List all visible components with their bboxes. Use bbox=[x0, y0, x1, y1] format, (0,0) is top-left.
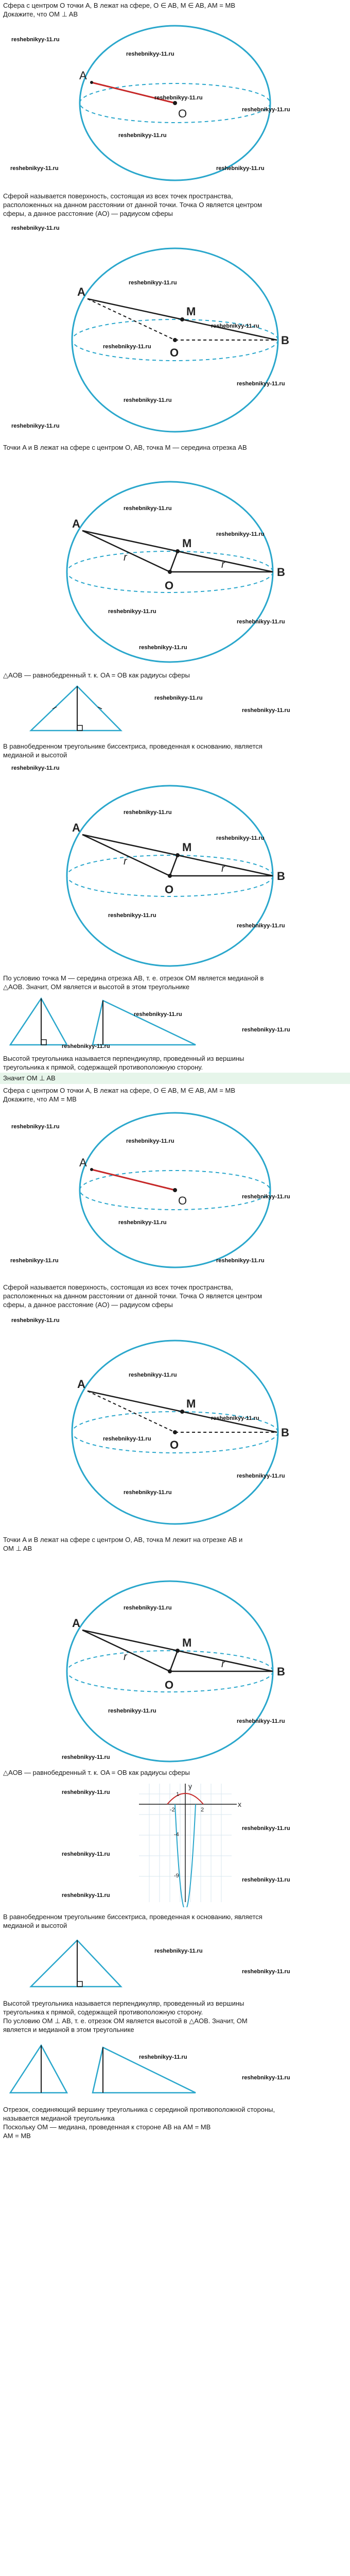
problem-1 bbox=[0, 0, 350, 19]
watermark: reshebnikyy-11.ru bbox=[211, 1415, 259, 1421]
watermark: reshebnikyy-11.ru bbox=[124, 505, 172, 512]
label-B: B bbox=[277, 1665, 285, 1678]
label-O: O bbox=[178, 1194, 187, 1207]
problem-2-prove: Докажите, что AM = MB bbox=[3, 1095, 77, 1103]
label-M: M bbox=[186, 305, 196, 318]
text-line: расположенных на данном расстоянии от данной точки. Точка O является центром bbox=[3, 1292, 262, 1300]
final-answer: AM = MB bbox=[3, 2132, 31, 2140]
label-M: M bbox=[186, 1397, 196, 1410]
height-definition bbox=[0, 1054, 350, 1072]
label-M: M bbox=[182, 841, 192, 854]
watermark: reshebnikyy-11.ru bbox=[216, 531, 265, 537]
triangle-obtuse bbox=[93, 1001, 196, 1045]
label-r: r bbox=[221, 559, 225, 570]
label-B: B bbox=[281, 1426, 289, 1439]
center-point-O bbox=[168, 874, 172, 878]
triangle-bisector-diagram bbox=[0, 681, 350, 738]
text-line: Высотой треугольника называется перпендикуляр, проведенный из вершины bbox=[3, 1999, 244, 2007]
sphere-diagram-6 bbox=[0, 1314, 350, 1530]
median-definition bbox=[0, 2105, 350, 2140]
problem-2 bbox=[0, 1086, 350, 1104]
center-point-O bbox=[173, 338, 177, 342]
watermark: reshebnikyy-11.ru bbox=[237, 1473, 285, 1479]
text-line: Высотой треугольника называется перпендикуляр, проведенный из вершины bbox=[3, 1055, 244, 1062]
watermark: reshebnikyy-11.ru bbox=[62, 1043, 110, 1049]
sphere-diagram-1 bbox=[0, 21, 350, 191]
watermark: reshebnikyy-11.ru bbox=[237, 619, 285, 625]
sphere-diagram-2 bbox=[0, 222, 350, 438]
isosceles-text-2 bbox=[0, 1768, 350, 1777]
center-point-O bbox=[168, 1669, 172, 1673]
watermark: reshebnikyy-11.ru bbox=[124, 809, 172, 816]
label-O: O bbox=[165, 1679, 174, 1691]
watermark: reshebnikyy-11.ru bbox=[134, 1011, 182, 1018]
triangle-acute bbox=[10, 998, 67, 1045]
problem-1-statement: Сфера с центром O точки A, B лежат на сфере, O ∈ AB, M ∈ AB, AM = MB bbox=[3, 2, 235, 9]
label-B: B bbox=[277, 870, 285, 883]
point-M bbox=[176, 549, 180, 553]
height-definition-2 bbox=[0, 1999, 350, 2034]
watermark: reshebnikyy-11.ru bbox=[103, 344, 151, 350]
points-on-sphere-2 bbox=[0, 1535, 350, 1553]
watermark: reshebnikyy-11.ru bbox=[11, 765, 60, 771]
watermark: reshebnikyy-11.ru bbox=[216, 835, 265, 841]
watermark: reshebnikyy-11.ru bbox=[118, 132, 167, 139]
watermark: reshebnikyy-11.ru bbox=[139, 2054, 187, 2060]
watermark: reshebnikyy-11.ru bbox=[242, 707, 290, 714]
watermark: reshebnikyy-11.ru bbox=[10, 165, 59, 172]
center-point-O bbox=[168, 570, 172, 574]
label-A: A bbox=[77, 1378, 85, 1391]
point-M bbox=[176, 853, 180, 857]
segment-OM bbox=[170, 551, 178, 572]
watermark: reshebnikyy-11.ru bbox=[242, 107, 290, 113]
text-line: Точки A и B лежат на сфере с центром O, AB, точка M лежит на отрезке AB и bbox=[3, 1536, 243, 1544]
watermark: reshebnikyy-11.ru bbox=[10, 1258, 59, 1264]
text-line: По условию OM ⊥ AB, т. е. отрезок OM является высотой в △AOB. Значит, OM bbox=[3, 2017, 248, 2025]
watermark: reshebnikyy-11.ru bbox=[216, 1258, 265, 1264]
conclusion-text: Значит OM ⊥ AB bbox=[3, 1074, 56, 1082]
label-r: r bbox=[124, 552, 127, 563]
right-angle-mark bbox=[41, 1040, 46, 1045]
label-r: r bbox=[221, 863, 225, 874]
watermark: reshebnikyy-11.ru bbox=[124, 1489, 172, 1496]
watermark: reshebnikyy-11.ru bbox=[154, 695, 203, 701]
text-line: Сферой называется поверхность, состоящая из всех точек пространства, bbox=[3, 192, 233, 200]
text-line: OM ⊥ AB bbox=[3, 1545, 32, 1552]
right-angle-mark bbox=[77, 725, 82, 731]
watermark: reshebnikyy-11.ru bbox=[211, 323, 259, 329]
watermark: reshebnikyy-11.ru bbox=[62, 1892, 110, 1899]
text-line: сферы, а данное расстояние (AO) — радиусом сферы bbox=[3, 1301, 173, 1309]
watermark: reshebnikyy-11.ru bbox=[154, 95, 203, 101]
triangle-acute bbox=[10, 2045, 67, 2093]
watermark: reshebnikyy-11.ru bbox=[108, 1708, 156, 1714]
text-line: Поскольку OM — медиана, проведенная к стороне AB на AM = MB bbox=[3, 2123, 211, 2131]
label-B: B bbox=[281, 334, 289, 347]
watermark: reshebnikyy-11.ru bbox=[154, 1948, 203, 1954]
watermark: reshebnikyy-11.ru bbox=[118, 1219, 167, 1226]
label-O: O bbox=[165, 579, 174, 592]
label-r: r bbox=[124, 1651, 127, 1663]
center-point-O bbox=[173, 1188, 177, 1192]
label-A: A bbox=[72, 517, 80, 530]
radius-AO bbox=[92, 1170, 175, 1190]
sphere-diagram-4 bbox=[0, 762, 350, 969]
text-line: По условию точка M — середина отрезка AB, т. е. отрезок OM является медианой в bbox=[3, 974, 264, 982]
tick-label: -9 bbox=[174, 1873, 179, 1879]
problem-1-prove: Докажите, что OM ⊥ AB bbox=[3, 10, 78, 18]
text-line: △AOB — равнобедренный т. к. OA = OB как радиусы сферы bbox=[3, 671, 190, 679]
label-A: A bbox=[77, 285, 85, 298]
watermark: reshebnikyy-11.ru bbox=[237, 381, 285, 387]
watermark: reshebnikyy-11.ru bbox=[126, 1138, 174, 1144]
tick-label: -2 bbox=[170, 1807, 175, 1813]
label-B: B bbox=[277, 566, 285, 579]
text-line: Отрезок, соединяющий вершину треугольника с серединой противоположной стороны, bbox=[3, 2106, 275, 2113]
point-M bbox=[180, 317, 184, 321]
text-line: треугольника к прямой, содержащей противоположную сторону. bbox=[3, 1063, 203, 1071]
point-M bbox=[176, 1649, 180, 1653]
watermark: reshebnikyy-11.ru bbox=[242, 1194, 290, 1200]
watermark: reshebnikyy-11.ru bbox=[242, 1877, 290, 1883]
label-A: A bbox=[79, 1156, 87, 1169]
point-A bbox=[90, 1168, 93, 1171]
sphere-diagram-5 bbox=[0, 1108, 350, 1278]
text-line: треугольника к прямой, содержащей противоположную сторону. bbox=[3, 2008, 203, 2016]
tick-label: 2 bbox=[201, 1807, 204, 1813]
center-point-O bbox=[173, 101, 177, 105]
isosceles-triangle bbox=[31, 686, 121, 731]
watermark: reshebnikyy-11.ru bbox=[242, 2075, 290, 2081]
watermark: reshebnikyy-11.ru bbox=[62, 1789, 110, 1795]
watermark: reshebnikyy-11.ru bbox=[237, 1718, 285, 1724]
label-A: A bbox=[72, 821, 80, 834]
watermark: reshebnikyy-11.ru bbox=[108, 608, 156, 615]
watermark: reshebnikyy-11.ru bbox=[103, 1436, 151, 1442]
watermark: reshebnikyy-11.ru bbox=[139, 645, 187, 651]
conclusion-highlight bbox=[0, 1073, 350, 1084]
right-angle-mark bbox=[77, 1981, 82, 1987]
points-on-sphere bbox=[0, 443, 350, 452]
watermark: reshebnikyy-11.ru bbox=[11, 37, 60, 43]
watermark: reshebnikyy-11.ru bbox=[124, 1605, 172, 1611]
label-M: M bbox=[182, 537, 192, 550]
label-r: r bbox=[221, 1658, 225, 1670]
watermark: reshebnikyy-11.ru bbox=[62, 1754, 110, 1760]
bisector-text-2 bbox=[0, 1912, 350, 1930]
watermark: reshebnikyy-11.ru bbox=[129, 1372, 177, 1378]
watermark: reshebnikyy-11.ru bbox=[11, 423, 60, 429]
sphere-diagram-3 bbox=[0, 459, 350, 665]
text-line: называется медианой треугольника bbox=[3, 2114, 115, 2122]
label-O: O bbox=[165, 883, 174, 896]
label-O: O bbox=[178, 107, 187, 120]
triangle-heights-diagram bbox=[0, 995, 350, 1052]
center-point-O bbox=[173, 1430, 177, 1434]
label-r: r bbox=[124, 856, 127, 867]
segment-OM bbox=[170, 855, 178, 876]
sphere-diagram-7 bbox=[0, 1558, 350, 1764]
text-line: В равнобедренном треугольнике биссектриса, проведенная к основанию, является bbox=[3, 742, 262, 750]
tick-label: 1 bbox=[176, 1791, 180, 1798]
point-A bbox=[90, 81, 93, 84]
text-line: сферы, а данное расстояние (AO) — радиусом сферы bbox=[3, 210, 173, 217]
sphere-definition-2 bbox=[0, 1283, 350, 1309]
sphere-definition bbox=[0, 192, 350, 218]
axis-label-y: y bbox=[188, 1782, 192, 1790]
text-line: △AOB — равнобедренный т. к. OA = OB как радиусы сферы bbox=[3, 1769, 190, 1776]
triangle-bisector-diagram-2 bbox=[0, 1932, 350, 1994]
triangle-heights-diagram-2 bbox=[0, 2038, 350, 2100]
watermark: reshebnikyy-11.ru bbox=[126, 51, 174, 57]
watermark: reshebnikyy-11.ru bbox=[124, 397, 172, 403]
point-M bbox=[180, 1410, 184, 1414]
label-M: M bbox=[182, 1636, 192, 1649]
watermark: reshebnikyy-11.ru bbox=[129, 280, 177, 286]
parabola-graph bbox=[0, 1778, 350, 1907]
label-O: O bbox=[170, 1438, 179, 1451]
label-A: A bbox=[79, 69, 87, 82]
text-line: расположенных на данном расстоянии от данной точки. Точка O является центром bbox=[3, 201, 262, 209]
text-line: Точки A и B лежат на сфере с центром O, AB, точка M — середина отрезка AB bbox=[3, 444, 247, 451]
watermark: reshebnikyy-11.ru bbox=[242, 1027, 290, 1033]
watermark: reshebnikyy-11.ru bbox=[237, 923, 285, 929]
watermark: reshebnikyy-11.ru bbox=[11, 225, 60, 231]
text-line: △AOB. Значит, OM является и высотой в этом треугольнике bbox=[3, 983, 190, 991]
watermark: reshebnikyy-11.ru bbox=[11, 1124, 60, 1130]
isosceles-text bbox=[0, 671, 350, 680]
axis-label-x: x bbox=[238, 1800, 241, 1808]
watermark: reshebnikyy-11.ru bbox=[11, 1317, 60, 1324]
problem-2-statement: Сфера с центром O точки A, B лежат на сфере, O ∈ AB, M ∈ AB, AM = MB bbox=[3, 1087, 235, 1094]
watermark: reshebnikyy-11.ru bbox=[242, 1825, 290, 1832]
segment-OM bbox=[170, 1651, 178, 1671]
label-O: O bbox=[170, 346, 179, 359]
text-line: В равнобедренном треугольнике биссектриса, проведенная к основанию, является bbox=[3, 1913, 262, 1921]
watermark: reshebnikyy-11.ru bbox=[108, 912, 156, 919]
watermark: reshebnikyy-11.ru bbox=[242, 1969, 290, 1975]
isosceles-triangle bbox=[31, 1940, 121, 1987]
bisector-text bbox=[0, 742, 350, 759]
tick-label: -4 bbox=[174, 1832, 179, 1838]
label-A: A bbox=[72, 1617, 80, 1630]
watermark: reshebnikyy-11.ru bbox=[216, 165, 265, 172]
text-line: медианой и высотой bbox=[3, 1922, 67, 1929]
text-line: Сферой называется поверхность, состоящая из всех точек пространства, bbox=[3, 1283, 233, 1291]
text-line: является и медианой в этом треугольнике bbox=[3, 2026, 134, 2033]
median-text bbox=[0, 974, 350, 991]
text-line: медианой и высотой bbox=[3, 751, 67, 759]
watermark: reshebnikyy-11.ru bbox=[62, 1851, 110, 1857]
